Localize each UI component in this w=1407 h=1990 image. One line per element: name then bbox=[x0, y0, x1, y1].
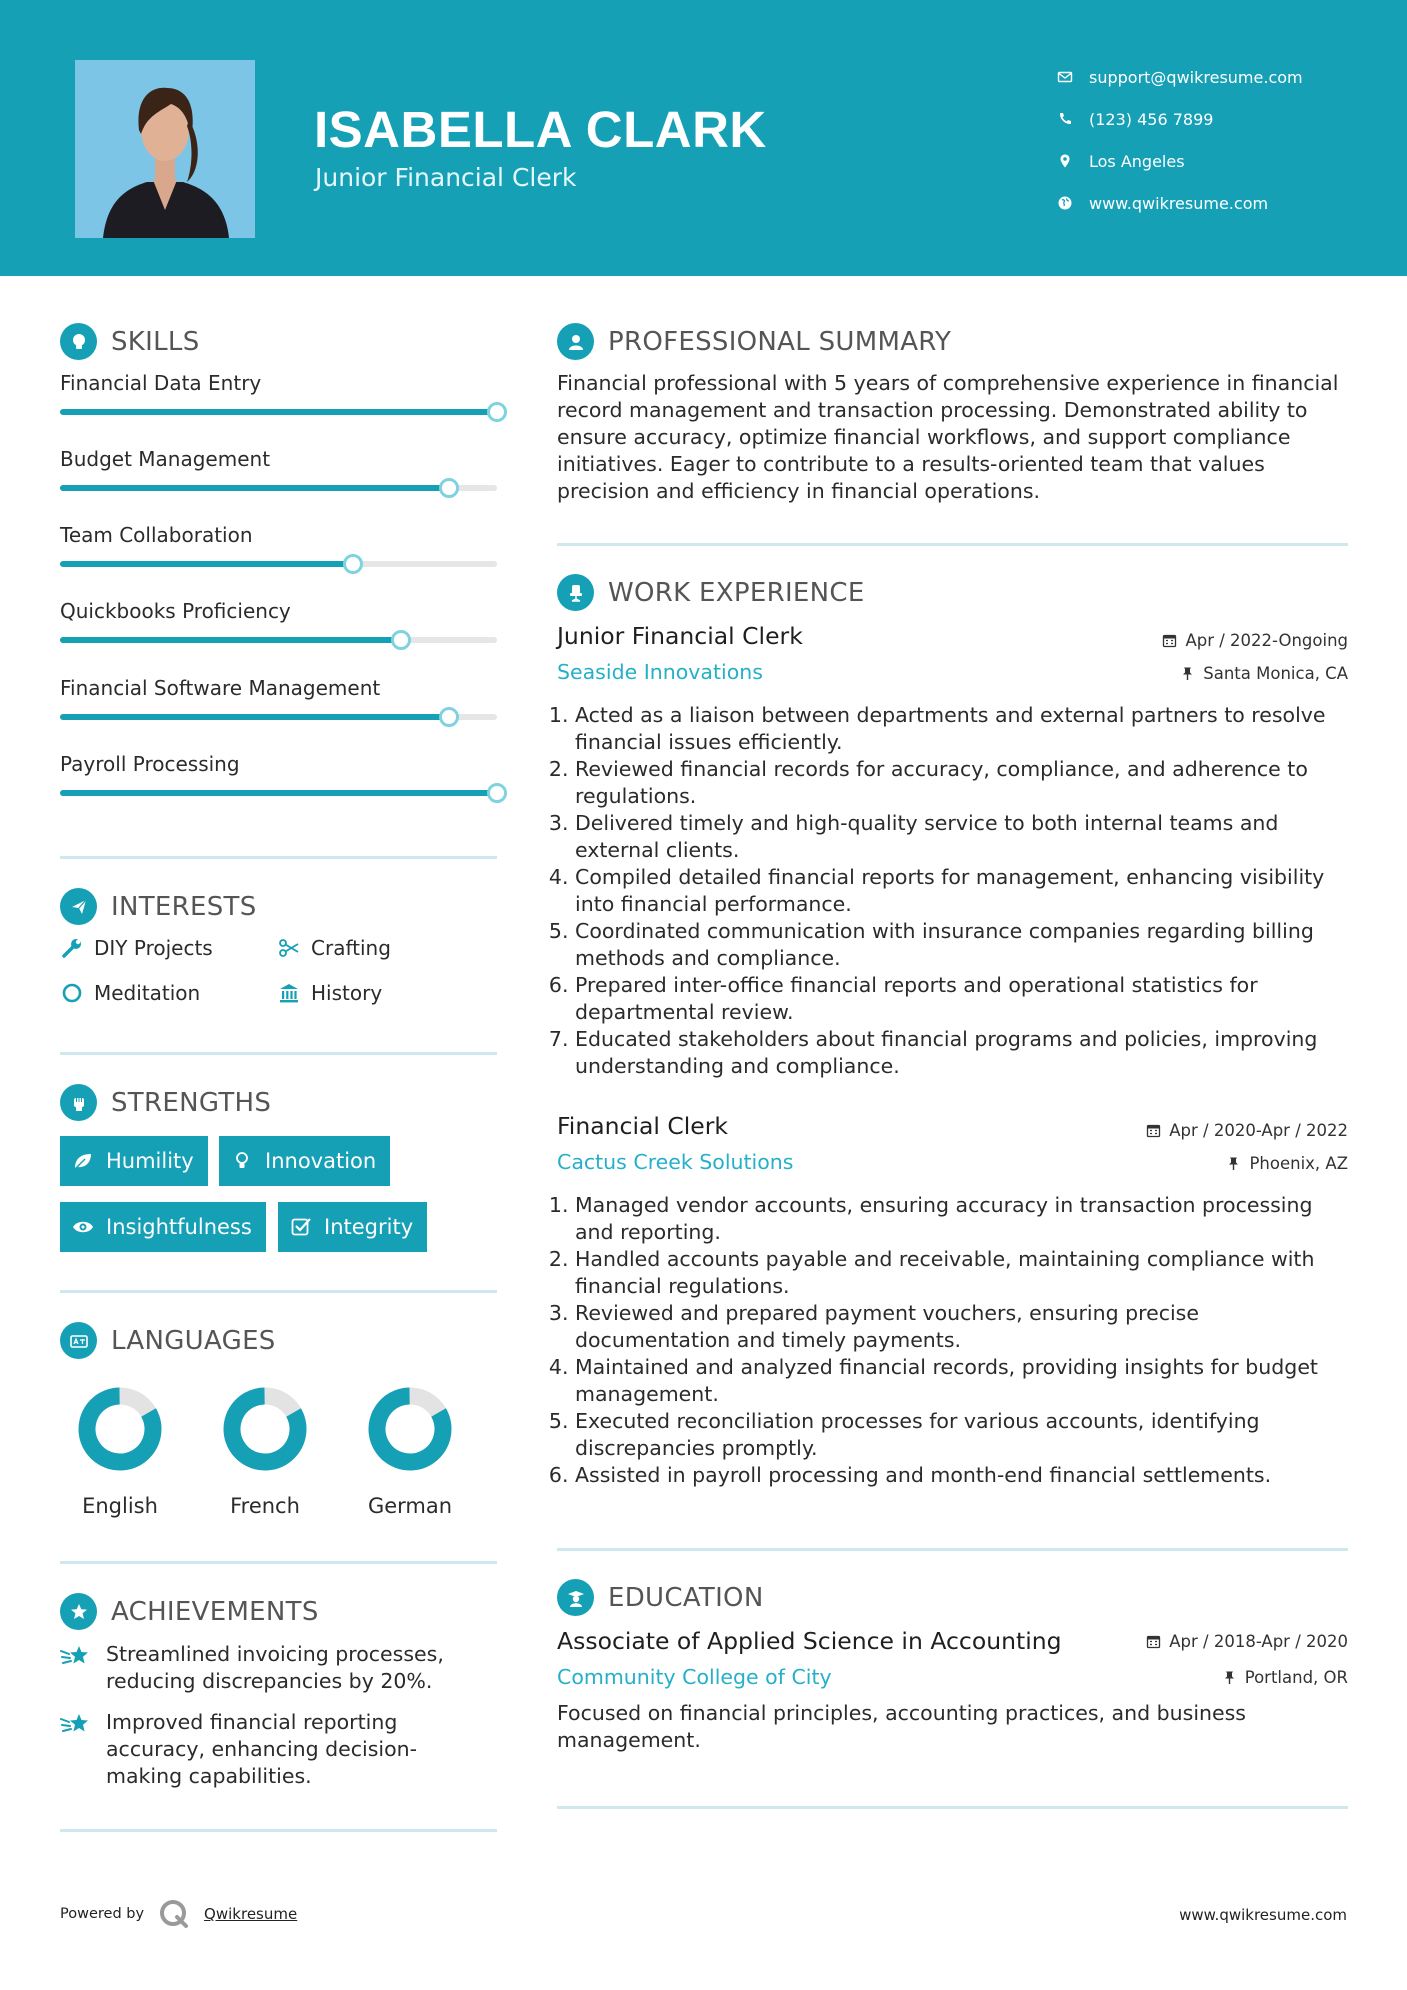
achievement-item bbox=[60, 1641, 480, 1695]
experience-heading bbox=[557, 574, 865, 611]
achievement-text: Improved financial reporting accuracy, enhancing decision-making capabilities. bbox=[106, 1710, 418, 1788]
interest-item bbox=[60, 936, 213, 960]
office-chair-icon bbox=[557, 574, 594, 611]
education-location-text: Portland, OR bbox=[1244, 1668, 1348, 1687]
section-divider bbox=[60, 856, 497, 859]
language-item bbox=[205, 1384, 325, 1518]
duty-item: 5. Executed reconciliation processes for various accounts, identifying discrepancies promptly. bbox=[575, 1408, 1357, 1462]
shooting-star-icon bbox=[60, 1643, 94, 1695]
lightbulb-icon bbox=[231, 1150, 253, 1172]
skill-label: Team Collaboration bbox=[60, 523, 253, 547]
job-dates bbox=[1162, 631, 1348, 650]
language-item bbox=[60, 1384, 180, 1518]
skill-bar bbox=[60, 561, 497, 567]
education-dates-text: Apr / 2018-Apr / 2020 bbox=[1169, 1632, 1348, 1651]
skill-label: Financial Software Management bbox=[60, 676, 381, 700]
language-donut bbox=[220, 1384, 310, 1474]
skill-knob bbox=[439, 478, 459, 498]
skills-title: SKILLS bbox=[111, 326, 200, 357]
company-name: Cactus Creek Solutions bbox=[557, 1150, 794, 1174]
section-divider bbox=[60, 1052, 497, 1055]
skill-label: Financial Data Entry bbox=[60, 371, 262, 395]
skill-bar bbox=[60, 790, 497, 796]
circle-icon bbox=[60, 981, 84, 1005]
summary-title: PROFESSIONAL SUMMARY bbox=[608, 326, 952, 357]
strength-tag bbox=[60, 1202, 266, 1252]
job-location bbox=[1226, 1154, 1348, 1173]
languages-title: LANGUAGES bbox=[111, 1325, 276, 1356]
skill-item bbox=[60, 447, 500, 471]
pushpin-icon bbox=[1180, 666, 1195, 681]
profile-photo bbox=[75, 60, 255, 238]
section-divider bbox=[60, 1561, 497, 1564]
contact-location bbox=[1055, 140, 1303, 182]
contact-website[interactable] bbox=[1055, 182, 1303, 224]
wrench-icon bbox=[60, 936, 84, 960]
footer-website[interactable]: www.qwikresume.com bbox=[1179, 1906, 1347, 1924]
lightbulb-icon bbox=[60, 323, 97, 360]
school-name: Community College of City bbox=[557, 1665, 832, 1689]
section-divider bbox=[60, 1290, 497, 1293]
shooting-star-icon bbox=[60, 1711, 94, 1790]
duty-item: 6. Prepared inter-office financial reports and operational statistics for departmental review. bbox=[575, 972, 1357, 1026]
strength-label: Integrity bbox=[324, 1215, 414, 1239]
education-dates bbox=[1146, 1632, 1348, 1651]
candidate-name: ISABELLA CLARK bbox=[314, 101, 767, 158]
strength-tag bbox=[219, 1136, 390, 1186]
languages-heading bbox=[60, 1322, 276, 1359]
strengths-heading bbox=[60, 1084, 271, 1121]
section-divider bbox=[557, 1548, 1348, 1551]
job-location-text: Phoenix, AZ bbox=[1249, 1154, 1348, 1173]
star-badge-icon bbox=[60, 1593, 97, 1630]
job-title: Financial Clerk bbox=[557, 1112, 729, 1140]
interest-label: Crafting bbox=[311, 936, 391, 960]
skill-item bbox=[60, 599, 500, 623]
strength-label: Innovation bbox=[265, 1149, 377, 1173]
strength-tag bbox=[278, 1202, 427, 1252]
job-location-text: Santa Monica, CA bbox=[1203, 664, 1348, 683]
translate-icon bbox=[60, 1322, 97, 1359]
skill-label: Budget Management bbox=[60, 447, 271, 471]
job-dates bbox=[1146, 1121, 1348, 1140]
powered-by-label: Powered by bbox=[60, 1906, 145, 1922]
duty-item: 4. Compiled detailed financial reports for management, enhancing visibility into financial performance. bbox=[575, 864, 1357, 918]
strengths-title: STRENGTHS bbox=[111, 1087, 272, 1118]
skill-bar bbox=[60, 714, 497, 720]
achievements-heading bbox=[60, 1593, 319, 1630]
duty-item: 6. Assisted in payroll processing and month-end financial settlements. bbox=[575, 1462, 1357, 1489]
graduate-icon bbox=[557, 1579, 594, 1616]
resume-header bbox=[0, 0, 1407, 276]
duty-item: 3. Reviewed and prepared payment vouchers, ensuring precise documentation and timely payments. bbox=[575, 1300, 1357, 1354]
envelope-icon bbox=[1055, 67, 1075, 87]
skill-item bbox=[60, 371, 500, 395]
contact-website-text: www.qwikresume.com bbox=[1089, 193, 1269, 213]
pushpin-icon bbox=[1226, 1156, 1241, 1171]
duty-item: 2. Reviewed financial records for accuracy, compliance, and adherence to regulations. bbox=[575, 756, 1357, 810]
contact-phone[interactable] bbox=[1055, 98, 1303, 140]
skill-knob bbox=[343, 554, 363, 574]
job-dates-text: Apr / 2022-Ongoing bbox=[1185, 631, 1348, 650]
contact-email[interactable] bbox=[1055, 56, 1303, 98]
section-divider bbox=[557, 543, 1348, 546]
language-item bbox=[350, 1384, 470, 1518]
interests-heading bbox=[60, 888, 257, 925]
paper-plane-icon bbox=[60, 888, 97, 925]
interest-label: Meditation bbox=[94, 981, 201, 1005]
candidate-role: Junior Financial Clerk bbox=[315, 163, 577, 192]
language-donut bbox=[365, 1384, 455, 1474]
map-pin-icon bbox=[1055, 151, 1075, 171]
duty-item: 1. Managed vendor accounts, ensuring accuracy in transaction processing and reporting. bbox=[575, 1192, 1357, 1246]
education-title: EDUCATION bbox=[608, 1582, 764, 1613]
language-label: German bbox=[367, 1494, 453, 1518]
skill-item bbox=[60, 752, 500, 776]
scissors-icon bbox=[277, 936, 301, 960]
skill-bar bbox=[60, 637, 497, 643]
summary-heading bbox=[557, 323, 951, 360]
company-name: Seaside Innovations bbox=[557, 660, 763, 684]
section-divider bbox=[60, 1829, 497, 1832]
interest-label: DIY Projects bbox=[94, 936, 213, 960]
education-location bbox=[1222, 1668, 1348, 1687]
user-icon bbox=[557, 323, 594, 360]
section-divider bbox=[557, 1806, 1348, 1809]
duty-list bbox=[557, 702, 1357, 1080]
interest-item bbox=[60, 981, 200, 1005]
contact-email-text: support@qwikresume.com bbox=[1089, 67, 1303, 87]
interest-item bbox=[277, 981, 382, 1005]
check-square-icon bbox=[290, 1216, 312, 1238]
skill-knob bbox=[487, 402, 507, 422]
strength-tag bbox=[60, 1136, 208, 1186]
duty-list bbox=[557, 1192, 1357, 1489]
achievements-title: ACHIEVEMENTS bbox=[111, 1596, 319, 1627]
achievement-item bbox=[60, 1709, 480, 1790]
duty-item: 2. Handled accounts payable and receivable, maintaining compliance with financial regulations. bbox=[575, 1246, 1357, 1300]
contact-phone-text: (123) 456 7899 bbox=[1089, 109, 1214, 129]
job-dates-text: Apr / 2020-Apr / 2022 bbox=[1169, 1121, 1348, 1140]
museum-icon bbox=[277, 981, 301, 1005]
phone-icon bbox=[1055, 109, 1075, 129]
duty-item: 4. Maintained and analyzed financial records, providing insights for budget management. bbox=[575, 1354, 1357, 1408]
skill-label: Payroll Processing bbox=[60, 752, 240, 776]
interest-item bbox=[277, 936, 391, 960]
skill-bar bbox=[60, 409, 497, 415]
interest-label: History bbox=[311, 981, 383, 1005]
globe-icon bbox=[1055, 193, 1075, 213]
language-label: English bbox=[82, 1494, 158, 1518]
skill-item bbox=[60, 676, 500, 700]
powered-by bbox=[60, 1898, 297, 1930]
person-portrait-icon bbox=[75, 60, 255, 238]
skill-knob bbox=[487, 783, 507, 803]
calendar-icon bbox=[1146, 1634, 1161, 1649]
strength-label: Insightfulness bbox=[106, 1215, 252, 1239]
leaf-icon bbox=[72, 1150, 94, 1172]
eye-icon bbox=[72, 1216, 94, 1238]
achievement-text: Streamlined invoicing processes, reducing discrepancies by 20%. bbox=[106, 1642, 444, 1693]
duty-item: 5. Coordinated communication with insurance companies regarding billing methods and compliance. bbox=[575, 918, 1357, 972]
skills-heading bbox=[60, 323, 200, 360]
contact-list bbox=[1055, 56, 1303, 224]
pushpin-icon bbox=[1222, 1670, 1237, 1685]
contact-location-text: Los Angeles bbox=[1089, 151, 1185, 171]
language-donut bbox=[75, 1384, 165, 1474]
job-location bbox=[1180, 664, 1348, 683]
duty-item: 1. Acted as a liaison between departments and external partners to resolve financial issues efficiently. bbox=[575, 702, 1357, 756]
education-description: Focused on financial principles, accounting practices, and business management. bbox=[557, 1701, 1246, 1752]
summary-text: Financial professional with 5 years of comprehensive experience in financial record management and transaction processing. Demonstrated ability to ensure accuracy, optimize financial workflows, and support compliance initiatives. Eager to contribute to a results-oriented team that values precision and efficiency in financial operations. bbox=[557, 371, 1339, 503]
skill-knob bbox=[391, 630, 411, 650]
duty-item: 3. Delivered timely and high-quality service to both internal teams and external clients. bbox=[575, 810, 1357, 864]
experience-title: WORK EXPERIENCE bbox=[608, 577, 865, 608]
skill-label: Quickbooks Proficiency bbox=[60, 599, 291, 623]
calendar-icon bbox=[1162, 633, 1177, 648]
strength-label: Humility bbox=[106, 1149, 194, 1173]
qwikresume-logo-icon bbox=[158, 1898, 190, 1930]
calendar-icon bbox=[1146, 1123, 1161, 1138]
raised-fist-icon bbox=[60, 1084, 97, 1121]
degree-title: Associate of Applied Science in Accounting bbox=[557, 1627, 1062, 1655]
duty-item: 7. Educated stakeholders about financial programs and policies, improving understanding and compliance. bbox=[575, 1026, 1357, 1080]
qwikresume-link[interactable]: Qwikresume bbox=[204, 1905, 298, 1923]
skill-knob bbox=[439, 707, 459, 727]
skill-bar bbox=[60, 485, 497, 491]
language-label: French bbox=[230, 1494, 300, 1518]
job-title: Junior Financial Clerk bbox=[557, 622, 803, 650]
education-heading bbox=[557, 1579, 764, 1616]
skill-item bbox=[60, 523, 500, 547]
interests-title: INTERESTS bbox=[111, 891, 257, 922]
